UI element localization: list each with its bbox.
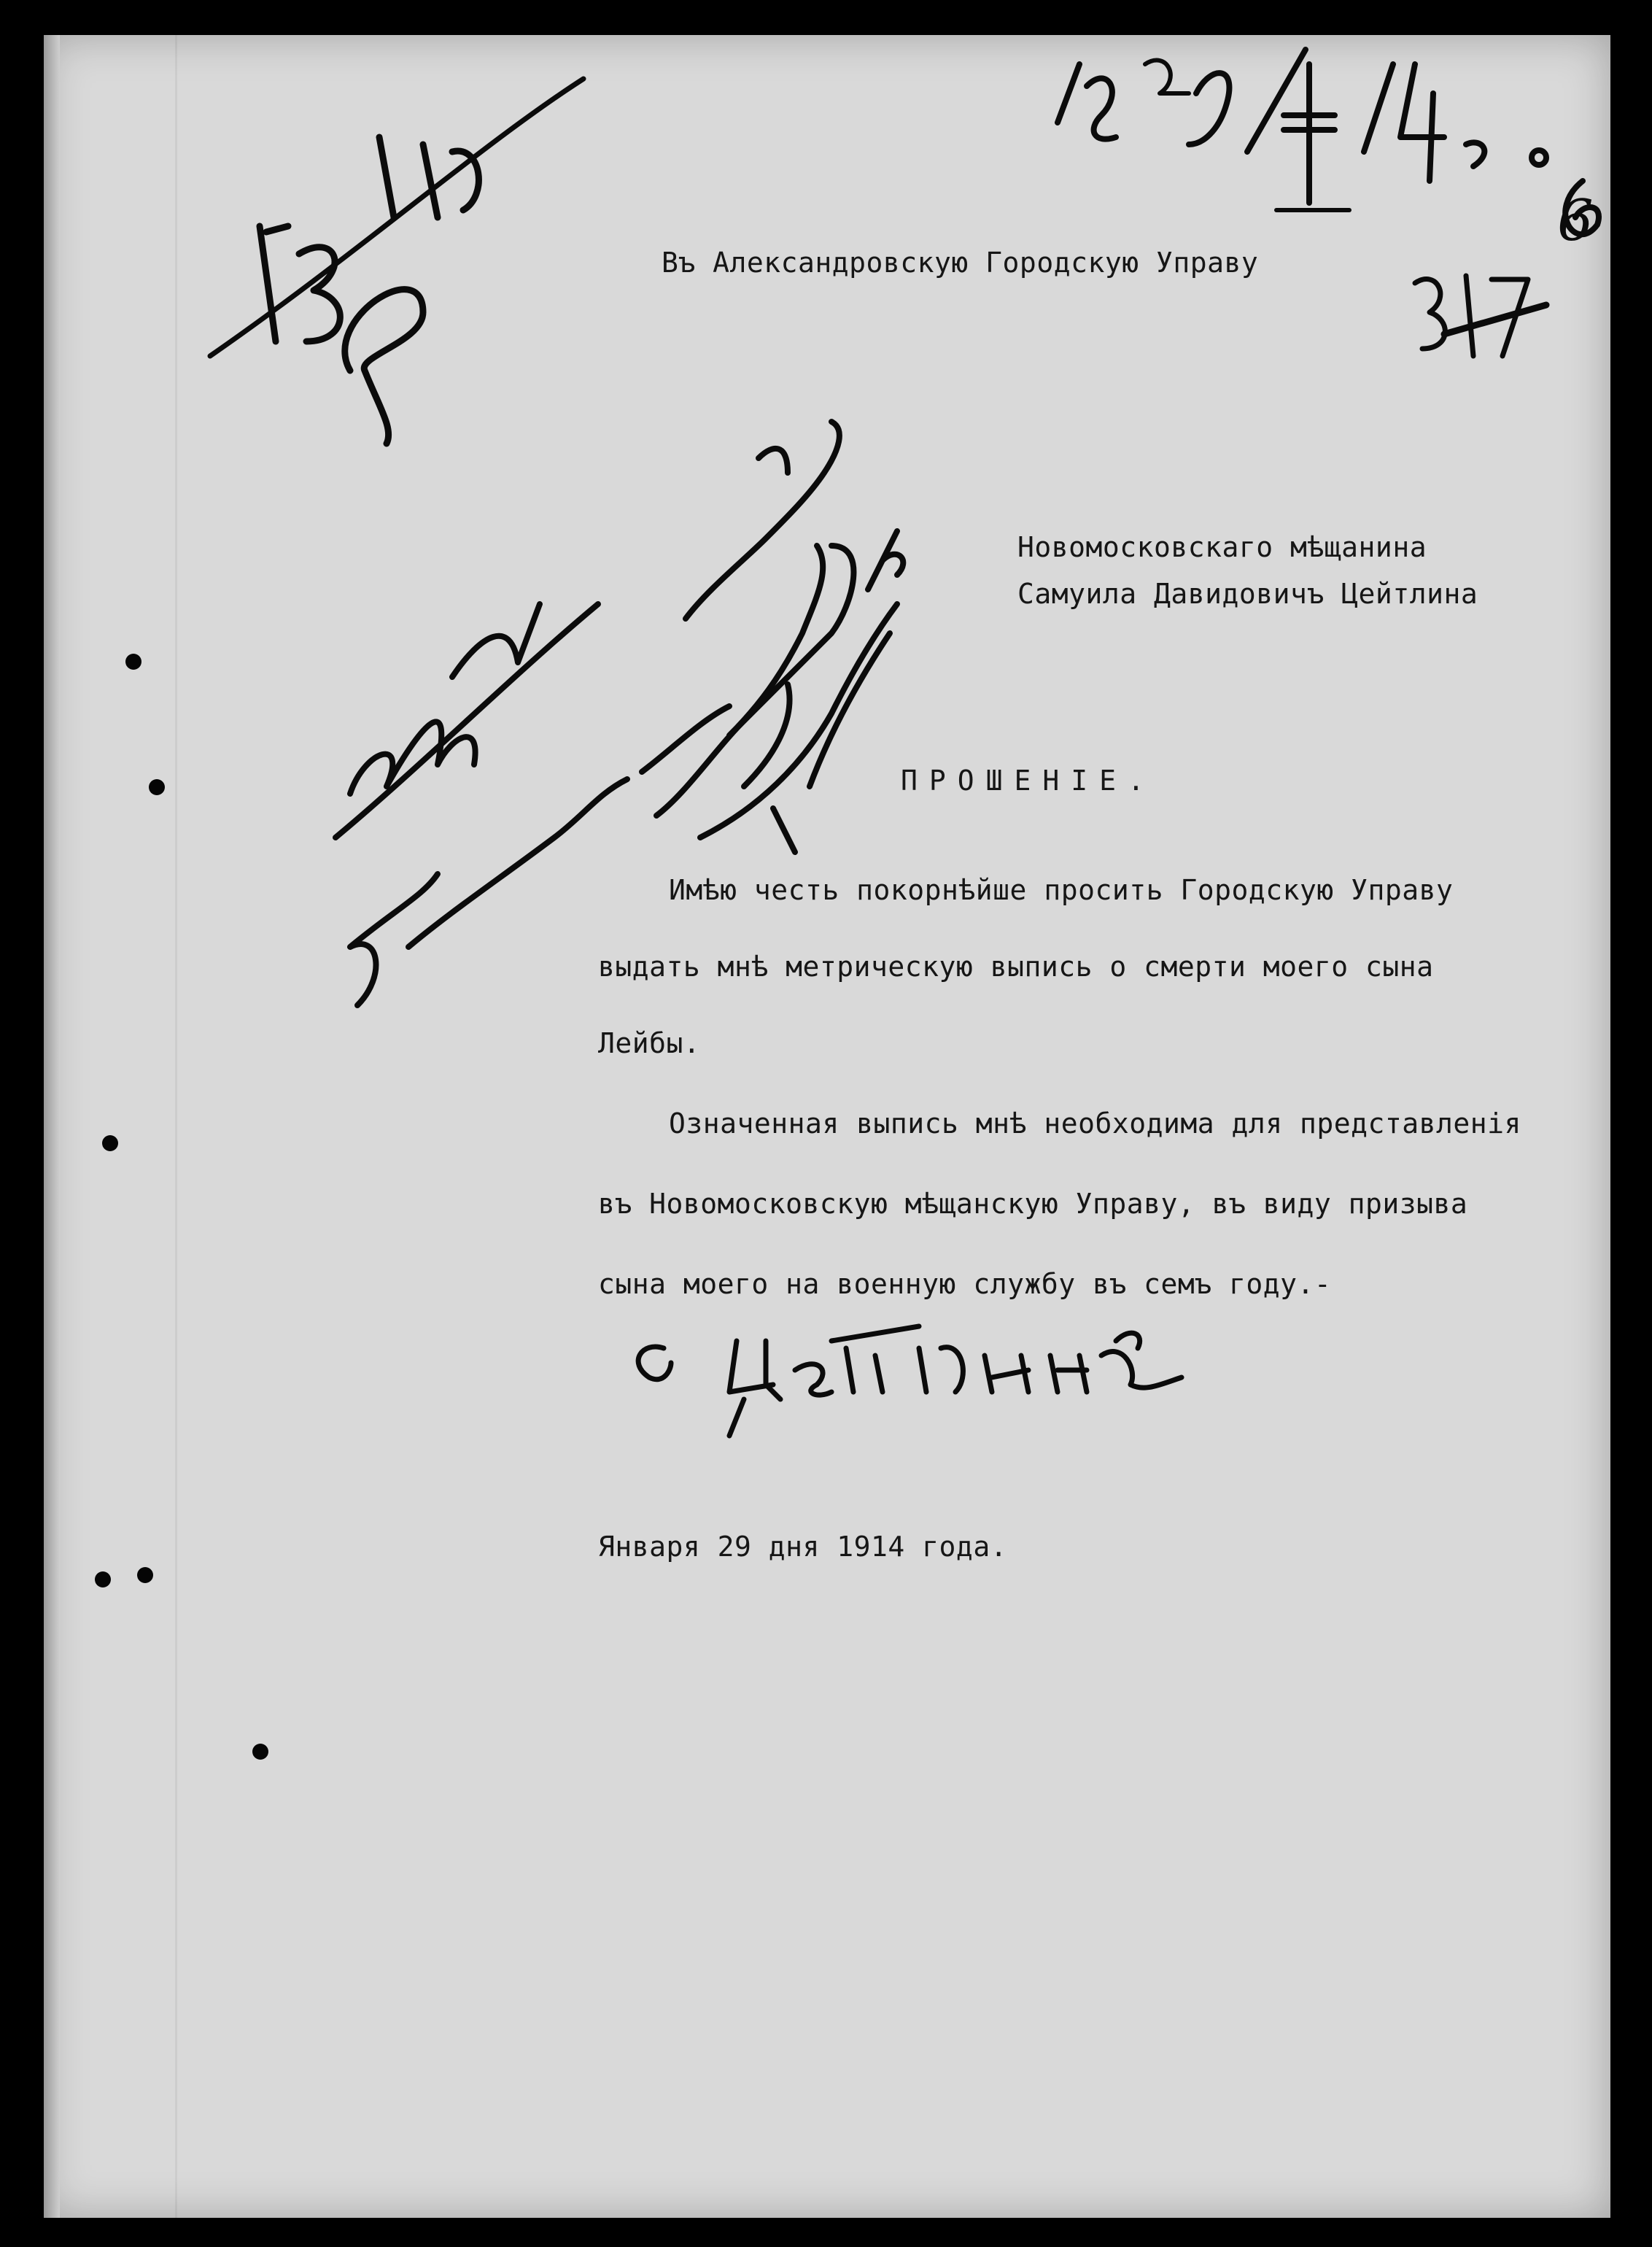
binder-hole (95, 1571, 111, 1587)
binder-hole (125, 654, 141, 670)
body-paragraph-1-line-2: выдать мнѣ метрическую выпись о смерти моего сына (598, 951, 1434, 983)
body-paragraph-2-line-1: Означенная выпись мнѣ необходима для представленiя (669, 1107, 1521, 1140)
body-paragraph-1-line-1: Имѣю честь покорнѣйше просить Городскую Управу (669, 874, 1454, 906)
binder-hole (102, 1135, 118, 1151)
sender-line-2: Самуила Давидовичъ Цейтлина (1017, 578, 1478, 610)
corner-digit: 6 (1557, 188, 1594, 254)
document-date: Января 29 дня 1914 года. (598, 1531, 1008, 1563)
sheet-edge (44, 35, 60, 2218)
addressee: Въ Александровскую Городскую Управу (662, 247, 1259, 279)
signature-ink (638, 1326, 1182, 1436)
body-paragraph-2-line-3: сына моего на военную службу въ семъ году.- (598, 1268, 1332, 1300)
top-right-date-mark (1058, 50, 1599, 234)
fold-line (175, 35, 177, 2218)
binder-hole (137, 1567, 153, 1583)
binder-hole (149, 779, 165, 795)
top-left-registration-mark (210, 79, 583, 444)
document-title: ПРОШЕНIЕ. (901, 765, 1156, 797)
body-paragraph-2-line-2: въ Новомосковскую мѣщанскую Управу, въ виду призыва (598, 1188, 1468, 1220)
sender-line-1: Новомосковскаго мѣщанина (1017, 531, 1427, 563)
binder-hole (252, 1744, 268, 1760)
body-paragraph-1-line-3: Лейбы. (598, 1027, 701, 1059)
document-sheet (44, 35, 1610, 2218)
folio-number-mark (1415, 276, 1546, 356)
margin-resolution (336, 422, 903, 1005)
